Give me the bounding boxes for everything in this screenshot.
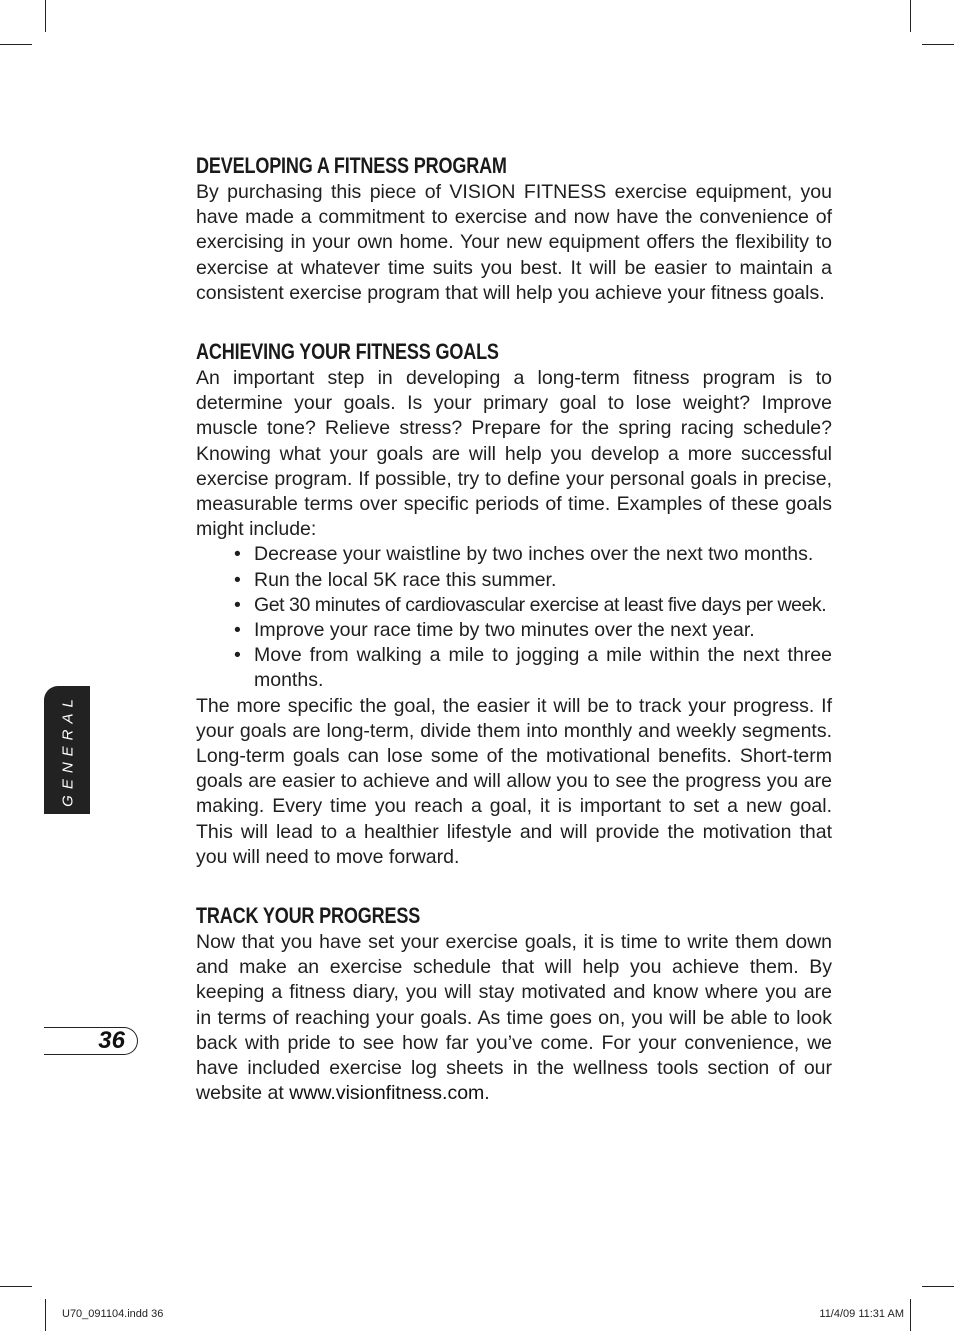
- crop-mark-top-right-v: [910, 0, 911, 32]
- crop-mark-bottom-left-h: [0, 1286, 32, 1287]
- website-link[interactable]: www.visionfitness.com: [289, 1082, 485, 1105]
- section-heading: TRACK YOUR PROGRESS: [196, 903, 421, 929]
- list-item: • Decrease your waistline by two inches over the next two months.: [234, 542, 832, 567]
- list-item: • Move from walking a mile to jogging a mile within the next three months.: [234, 643, 832, 693]
- page-number-tab: [44, 1027, 138, 1055]
- side-tab-label: GENERAL: [59, 693, 77, 807]
- paragraph-text: Now that you have set your exercise goals, it is time to write them down and make an exercise schedule that will help you achieve them. By keeping a fitness diary, you will stay motivated and know where you are in terms of reaching your goals. As time goes on, you will be able to look back with pride to see how far you’ve come. For your convenience, we have included exercise log sheets in the wellness tools section of our website at: [196, 931, 832, 1105]
- list-item: • Run the local 5K race this summer.: [234, 568, 832, 593]
- section-developing-program: [196, 152, 832, 306]
- section-outro: The more specific the goal, the easier it will be to track your progress. If your goals are long-term, divide them into monthly and weekly segments. Long-term goals can lose some of the motivational benefits. Short-term goals are easier to achieve and will allow you to see the progress you are making. Every time you reach a goal, it is important to set a new goal. This will lead to a healthier lifestyle and will provide the motivation that you will need to move forward.: [196, 694, 832, 868]
- paragraph-end: .: [484, 1082, 490, 1105]
- footer-date-slug: 11/4/09 11:31 AM: [819, 1308, 904, 1320]
- goals-list: [196, 542, 832, 693]
- crop-mark-bottom-left-v: [45, 1299, 46, 1331]
- list-item: • Get 30 minutes of cardiovascular exercise at least five days per week.: [234, 593, 832, 618]
- crop-mark-bottom-right-h: [922, 1286, 954, 1287]
- crop-mark-top-right-h: [922, 44, 954, 45]
- section-heading: ACHIEVING YOUR FITNESS GOALS: [196, 339, 499, 365]
- list-item: • Improve your race time by two minutes over the next year.: [234, 618, 832, 643]
- section-heading: DEVELOPING A FITNESS PROGRAM: [196, 153, 507, 178]
- section-intro: An important step in developing a long-term fitness program is to determine your goals. Is your primary goal to lose weight? Improve muscle tone? Relieve stress? Prepare for the spring racing schedule? Knowing what your goals are will help you develop a more successful exercise program. If possible, try to define your personal goals in precise, measurable terms over specific periods of time. Examples of these goals might include:: [196, 367, 832, 541]
- crop-mark-top-left-h: [0, 44, 32, 45]
- crop-mark-bottom-right-v: [910, 1299, 911, 1331]
- crop-mark-top-left-v: [45, 0, 46, 32]
- section-track-progress: [196, 902, 832, 1106]
- page-content: [196, 152, 832, 1139]
- section-achieving-goals: [196, 338, 832, 870]
- section-paragraph: By purchasing this piece of VISION FITNESS exercise equipment, you have made a commitment to exercise and now have the convenience of exercising in your own home. Your new equipment offers the flexibility to exercise at whatever time suits you best. It will be easier to maintain a consistent exercise program that will help you achieve your fitness goals.: [196, 181, 832, 304]
- page-number: 36: [98, 1027, 125, 1054]
- footer-file-slug: U70_091104.indd 36: [62, 1308, 164, 1320]
- section-paragraph: [196, 930, 832, 1106]
